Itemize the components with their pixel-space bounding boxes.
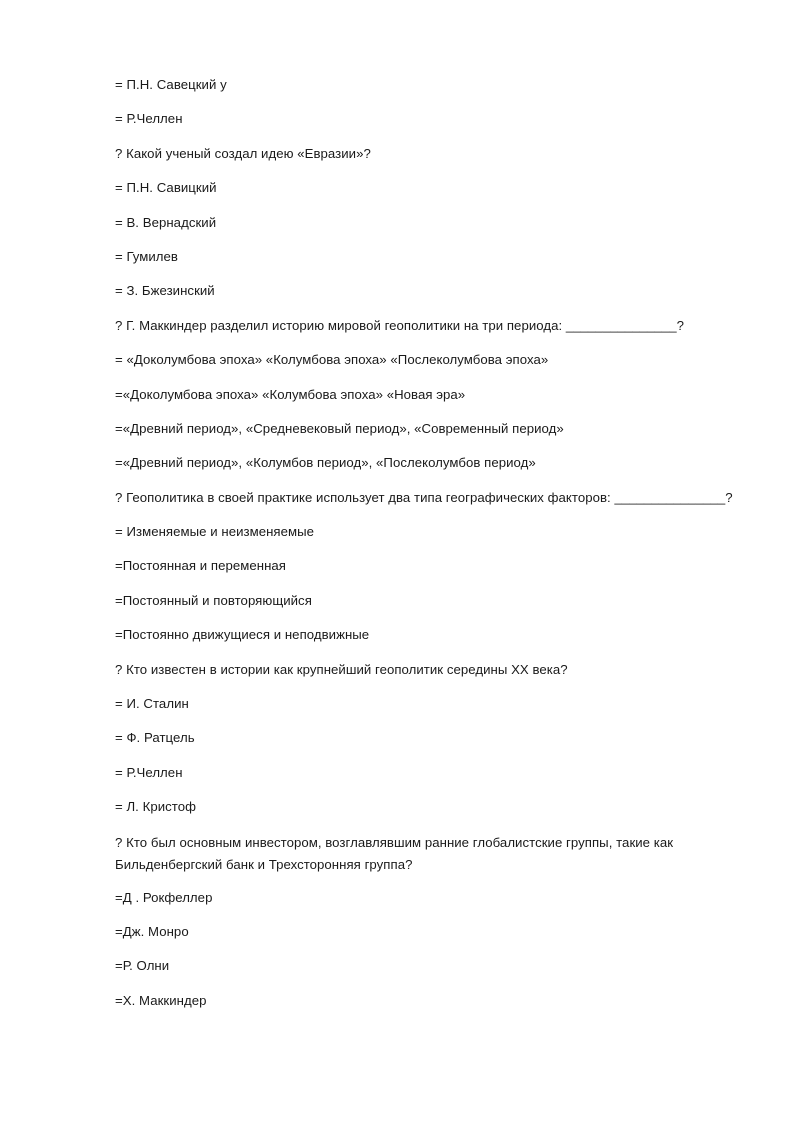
answer-line: =Постоянная и переменная	[115, 558, 286, 574]
answer-line: =«Доколумбова эпоха» «Колумбова эпоха» «Новая эра»	[115, 386, 466, 402]
quiz-lines	[115, 75, 740, 1011]
answer-line: =Д . Рокфеллер	[115, 889, 213, 905]
answer-line: =«Древний период», «Средневековый период», «Современный период»	[115, 420, 564, 436]
question-line: ? Кто был основным инвестором, возглавлявшим ранние глобалистские группы, такие как Бильденбергский банк и Трехсторонняя группа?	[115, 834, 677, 872]
answer-line: =Дж. Монро	[115, 923, 189, 939]
answer-line: = Р.Челлен	[115, 111, 183, 127]
answer-line: =Х. Маккиндер	[115, 992, 207, 1008]
answer-line: = П.Н. Савецкий у	[115, 77, 227, 92]
question-line: ? Г. Маккиндер разделил историю мировой геополитики на три периода: _______________?	[115, 317, 685, 333]
answer-line: =Постоянно движущиеся и неподвижные	[115, 627, 370, 643]
question-line: ? Геополитика в своей практике использует два типа географических факторов: _______________?	[115, 489, 733, 505]
answer-line: =«Древний период», «Колумбов период», «Послеколумбов период»	[115, 455, 536, 471]
answer-line: = Изменяемые и неизменяемые	[115, 524, 315, 540]
answer-line: = П.Н. Савицкий	[115, 180, 217, 196]
question-line: ? Какой ученый создал идею «Евразии»?	[115, 145, 371, 161]
answer-line: = З. Бжезинский	[115, 283, 215, 299]
answer-line: = Р.Челлен	[115, 764, 183, 780]
question-line: ? Кто известен в истории как крупнейший геополитик середины XX века?	[115, 661, 568, 677]
answer-line: = В. Вернадский	[115, 214, 217, 230]
answer-line: = И. Сталин	[115, 696, 189, 712]
answer-line: =Р. Олни	[115, 958, 170, 974]
answer-line: = «Доколумбова эпоха» «Колумбова эпоха» «Послеколумбова эпоха»	[115, 352, 549, 368]
answer-line: =Постоянный и повторяющийся	[115, 592, 312, 608]
answer-line: = Ф. Ратцель	[115, 730, 195, 746]
answer-line: = Гумилев	[115, 248, 178, 264]
answer-line: = Л. Кристоф	[115, 799, 196, 815]
